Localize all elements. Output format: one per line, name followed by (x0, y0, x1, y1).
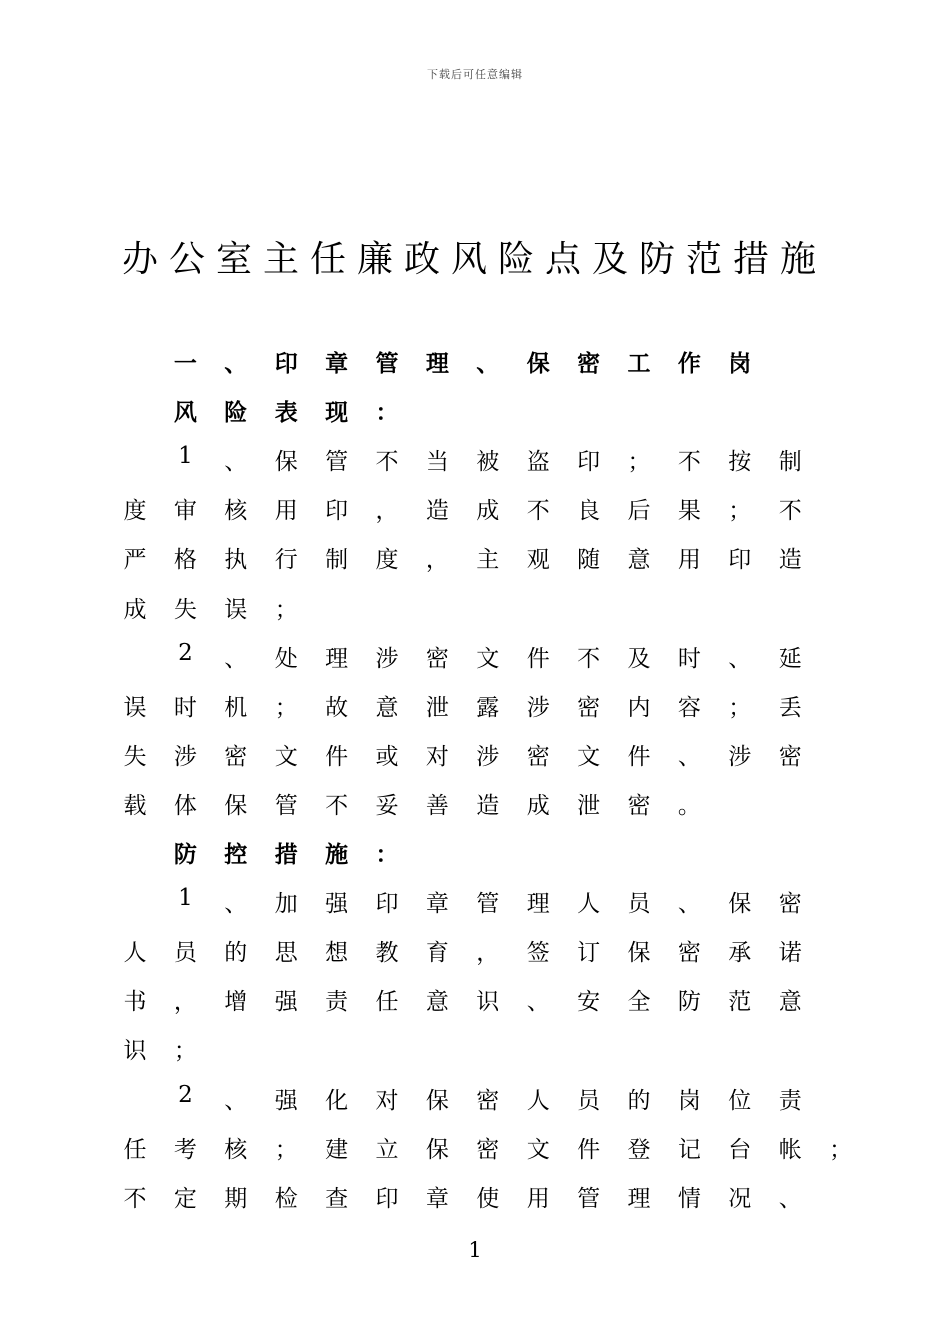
body-line: 书 ， 增 强 责 任 意 识 、 安 全 防 范 意 (123, 989, 802, 1016)
body-line: 1 、 加 强 印 章 管 理 人 员 、 保 密 (178, 885, 802, 918)
body-line: 误 时 机 ； 故 意 泄 露 涉 密 内 容 ； 丢 (123, 694, 802, 721)
body-line: 识 ； (123, 1038, 197, 1065)
document-title: 办公室主任廉政风险点及防范措施 (122, 239, 828, 280)
body-line: 不 定 期 检 查 印 章 使 用 管 理 情 况 、 (123, 1185, 802, 1212)
body-line: 防 控 措 施 ： (173, 841, 399, 868)
body-line: 失 涉 密 文 件 或 对 涉 密 文 件 、 涉 密 (123, 743, 802, 770)
body-line: 风 险 表 现 ： (173, 399, 399, 427)
body-line: 成 失 误 ； (123, 596, 298, 623)
page-header: 下载后可任意编辑 (427, 68, 523, 81)
page-number: 1 (468, 1238, 482, 1262)
body-line: 严 格 执 行 制 度 ， 主 观 随 意 用 印 造 (123, 547, 802, 574)
body-line: 1 、 保 管 不 当 被 盗 印 ； 不 按 制 (178, 443, 802, 476)
body-line: 任 考 核 ； 建 立 保 密 文 件 登 记 台 帐 ； (123, 1136, 853, 1163)
body-line: 载 体 保 管 不 妥 善 造 成 泄 密 。 (123, 792, 701, 819)
body-line: 人 员 的 思 想 教 育 ， 签 订 保 密 承 诺 (123, 940, 802, 967)
body-line: 一 、 印 章 管 理 、 保 密 工 作 岗 (173, 350, 752, 377)
body-line: 2 、 强 化 对 保 密 人 员 的 岗 位 责 (178, 1081, 802, 1114)
body-line: 2 、 处 理 涉 密 文 件 不 及 时 、 延 (178, 639, 802, 672)
body-line: 度 审 核 用 印 ， 造 成 不 良 后 果 ； 不 (123, 498, 802, 525)
